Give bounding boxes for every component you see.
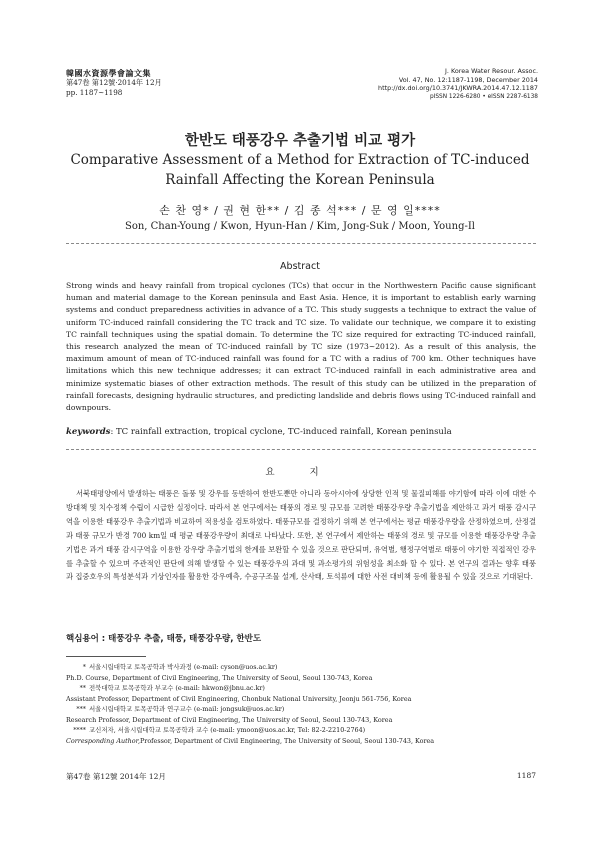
keywords-text: : TC rainfall extraction, tropical cyclone, TC-induced rainfall, Korean peninsula [110,427,452,437]
footnotes [66,662,536,746]
korean-abstract-heading: 요 지 [265,467,335,478]
footnote-item [66,662,536,673]
footnote-english-line: Ph.D. Course, Department of Civil Engineering, The University of Seoul, Seoul 130-743, Korea [66,673,373,682]
footnote-item [66,683,536,694]
footnote-english-line: Assistant Professor, Department of Civil Engineering, Chonbuk National University, Jeonju 561-756, Korea [66,694,412,703]
journal-name-english: J. Korea Water Resour. Assoc. [445,67,538,75]
footnote-mark: * [82,663,86,671]
korean-abstract-text: 서북태평양에서 발생하는 태풍은 돌풍 및 강우를 동반하여 한반도뿐만 아니라 동아시아에 상당한 인적 및 물질피해를 야기함에 따라 이에 대한 수방대책 및 치수정책 수립이 시급한 실정이다. 따라서 본 연구에서는 태풍의 경로 및 규모를 고려한 태풍강우량 추출기법을 제안하고 과거 태풍 감시구역을 이용한 태풍강우 추출기법과 비교하여 적용성을 검토하였다. 태풍규모를 결정하기 위해 본 연구에서는 평균 태풍강우량을 산정하였으며, 산정결과 태풍 규모가 반경 700 km일 때 평균 태풍강우량이 최대로 나타났다. 또한, 본 연구에서 제안하는 태풍의 경로 및 규모를 이용한 태풍강우량 추출기법은 과거 태풍 감시구역을 이용한 강우량 추출기법의 한계를 보완할 수 있을 것으로 판단되며, 유역별, 행정구역별로 태풍이 야기한 직접적인 강우를 추출할 수 있으며 주관적인 판단에 의해 발생할 수 있는 태풍강우의 과대 및 과소평가의 위험성을 최소화 할 수 있다. 본 연구의 결과는 향후 태풍과 집중호우의 특성분석과 기상인자를 활용한 강우예측, 수공구조물 설계, 산사태, 토석류에 대한 사전 대비책 등에 활용될 수 있을 것으로 기대된다. [66,489,536,582]
corresponding-author-text: Professor, Department of Civil Engineering, The University of Seoul, Seoul 130-743, Korea [139,736,435,745]
divider-top [66,243,536,244]
title-korean: 한반도 태풍강우 추출기법 비교 평가 [184,133,416,149]
footnote-english-line: Research Professor, Department of Civil Engineering, The University of Seoul, Seoul 130-743, Korea [66,715,393,724]
volume-english: Vol. 47, No. 12:1187-1198, December 2014 [398,75,538,84]
issn: pISSN 1226-6280 • eISSN 2287-6138 [429,93,538,100]
title-english-line2: Rainfall Affecting the Korean Peninsula [165,172,435,188]
title-english-line1: Comparative Assessment of a Method for Extraction of TC-induced [70,152,530,168]
footnote-item [66,704,536,715]
footnote-korean-line: 서울시립대학교 토목공학과 박사과정 (e-mail: cyson@uos.ac.kr) [89,663,278,671]
abstract-heading: Abstract [280,261,320,272]
title-english [0,150,600,190]
footer-volume: 第47卷 第12號 2014年 12月 [66,772,166,781]
footnote-divider [66,656,146,657]
footnote-item [66,725,536,736]
corresponding-author-label: Corresponding Author, [66,736,140,745]
footnote-mark: ** [79,684,86,692]
authors-english: Son, Chan-Young / Kwon, Hyun-Han / Kim, Jong-Suk / Moon, Young-Il [124,221,475,232]
journal-header-korean [66,68,162,98]
volume-korean: 第47卷 第12號·2014年 12月 [66,78,162,87]
divider-middle [66,449,536,450]
keywords-label: keywords [66,427,111,437]
doi-link[interactable]: http://dx.doi.org/10.3741/JKWRA.2014.47.12.1187 [378,84,538,93]
keywords-line [66,427,536,437]
page-number: 1187 [516,771,536,780]
footnote-mark: **** [73,726,86,734]
footnote-korean-line: 서울시립대학교 토목공학과 연구교수 (e-mail: jongsuk@uos.ac.kr) [89,705,285,713]
journal-name-korean: 韓國水資源學會論文集 [66,68,151,78]
abstract-text: Strong winds and heavy rainfall from tropical cyclones (TCs) that occur in the Northwestern Pacific cause significant human and material damage to the Korean peninsula and East Asia. Hence, it is important to establish early warning systems and conduct preparedness activities in advance of a TC. This study suggests a technique to extract the value of uniform TC-induced rainfall considering the TC track and TC size. To validate our technique, we compare it to existing TC rainfall techniques using the spatial domain. To determine the TC size required for extracting TC-induced rainfall, this research analyzed the mean of TC-induced rainfall by TC size (1973~2012). As a result of this analysis, the maximum amount of mean of TC-induced rainfall was found for a TC with a radius of 700 km. Other techniques have limitations which this new technique addresses; it can extract TC-induced rainfall in each administrative area and minimize systematic biases of other extraction methods. The result of this study can be utilized in the preparation of rainfall forecasts, designing hydraulic structures, and predicting landslide and debris flows using TC-induced rainfall and downpours. [66,281,536,413]
footnote-korean-line: 전북대학교 토목공학과 부교수 (e-mail: hkwon@jbnu.ac.kr) [89,684,265,692]
footnote-korean-line: 교신저자, 서울시립대학교 토목공학과 교수 (e-mail: ymoon@uos.ac.kr, Tel: 82-2-2210-2764) [89,726,366,734]
page-range: pp. 1187~1198 [66,88,123,97]
footnote-mark: *** [76,705,86,713]
authors-korean: 손 찬 영* / 권 현 한** / 김 종 석*** / 문 영 일**** [159,204,441,217]
korean-keywords: 핵심용어 : 태풍강우 추출, 태풍, 태풍강우량, 한반도 [66,634,262,644]
footnote-english-line [66,736,536,747]
journal-header-english [378,67,538,101]
